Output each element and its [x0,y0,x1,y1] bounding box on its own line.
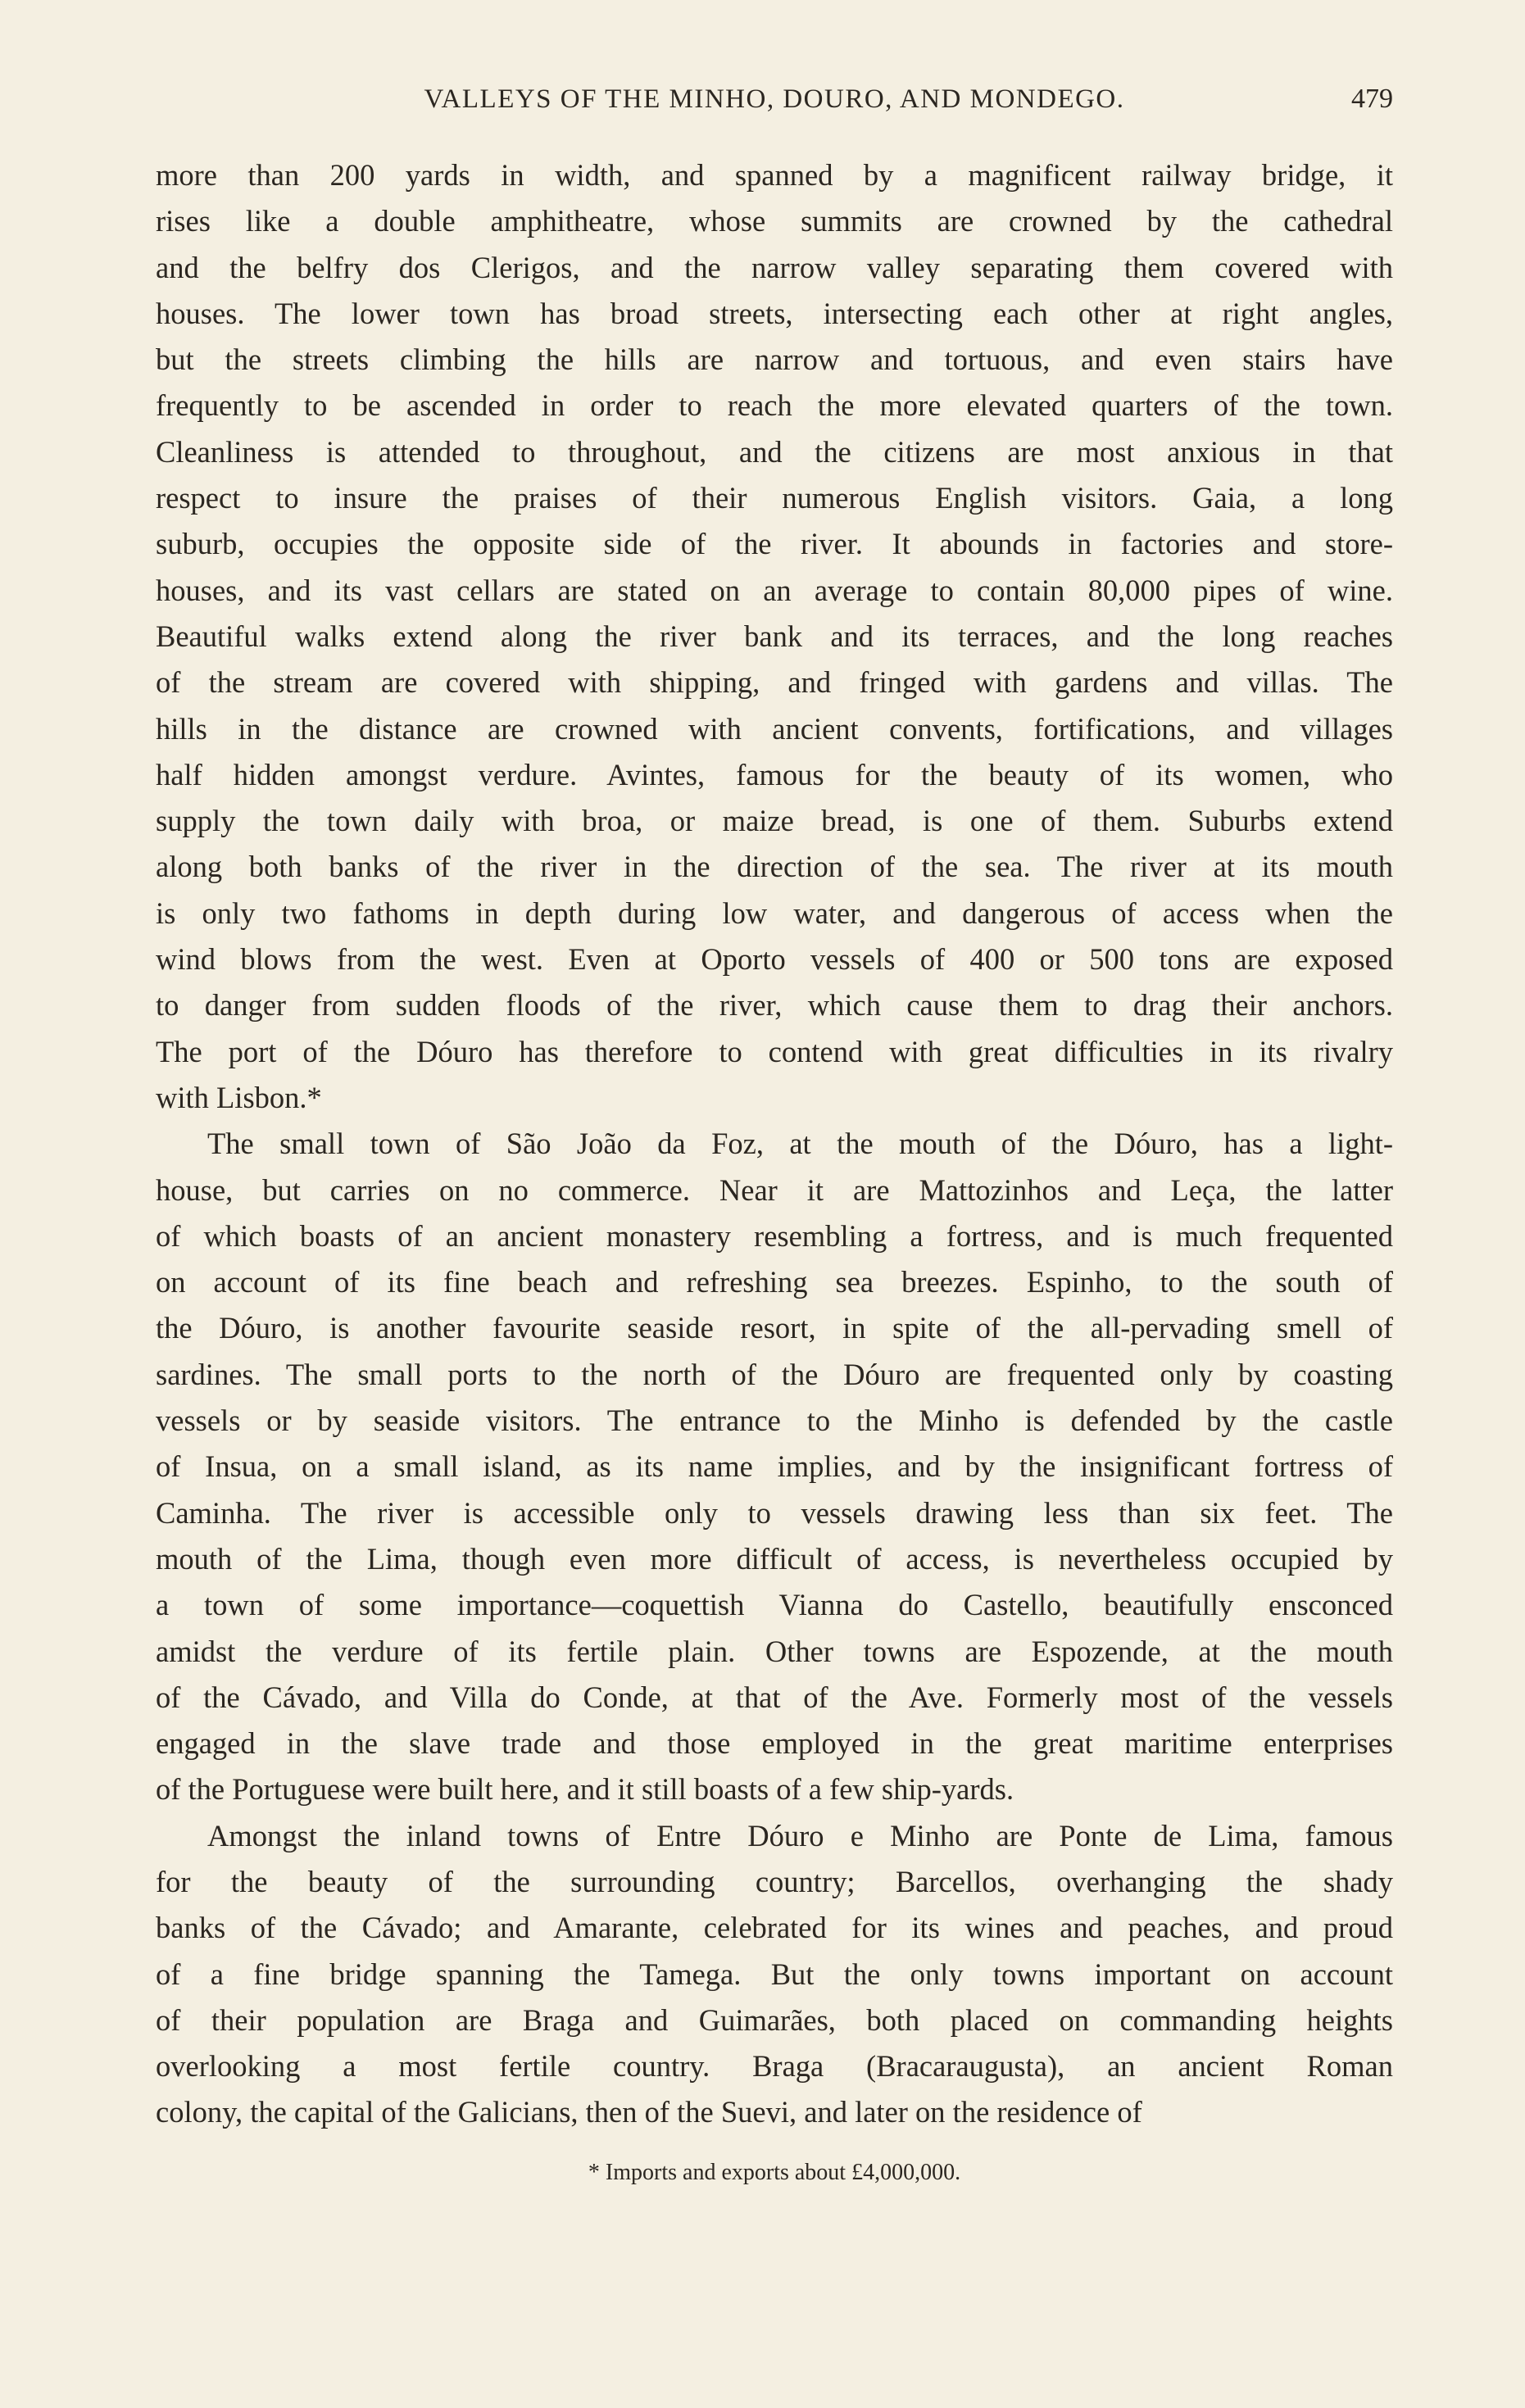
text-line: half hidden amongst verdure. Avintes, famous for the beauty of its women, who [156,757,1393,791]
text-line: is only two fathoms in depth during low water, and dangerous of access when the [156,896,1393,930]
text-line: houses. The lower town has broad streets, intersecting each other at right angles, [156,296,1393,330]
text-line: of their population are Braga and Guimarães, both placed on commanding heights [156,2002,1393,2037]
footnote: * Imports and exports about £4,000,000. [588,2160,961,2185]
page-number: 479 [1351,84,1393,114]
text-line: hills in the distance are crowned with ancient convents, fortifications, and villages [156,711,1393,746]
text-line: suburb, occupies the opposite side of the river. It abounds in factories and store- [156,527,1393,561]
text-line: colony, the capital of the Galicians, then of the Suevi, and later on the residence of [156,2095,1142,2129]
text-line: of the Portuguese were built here, and it still boasts of a few ship-yards. [156,1772,1014,1807]
running-title: VALLEYS OF THE MINHO, DOURO, AND MONDEGO. [424,84,1125,114]
paragraph [156,1121,1393,1812]
text-line: Cleanliness is attended to throughout, and the citizens are most anxious in that [156,434,1393,469]
text-line: on account of its fine beach and refreshing sea breezes. Espinho, to the south of [156,1265,1393,1299]
text-line: The port of the Dóuro has therefore to contend with great difficulties in its rivalry [156,1034,1393,1068]
text-line: for the beauty of the surrounding country; Barcellos, overhanging the shady [156,1864,1393,1898]
running-head [156,79,1393,120]
text-line: engaged in the slave trade and those employed in the great maritime enterprises [156,1726,1393,1761]
text-line: of a fine bridge spanning the Tamega. But the only towns important on account [156,1957,1393,1991]
text-line: with Lisbon.* [156,1080,322,1114]
text-line: vessels or by seaside visitors. The entrance to the Minho is defended by the castle [156,1404,1393,1438]
body-text [156,152,1393,2136]
text-line: of Insua, on a small island, as its name implies, and by the insignificant fortress of [156,1449,1393,1484]
text-line: house, but carries on no commerce. Near it are Mattozinhos and Leça, the latter [156,1172,1393,1207]
text-line: frequently to be ascended in order to reach the more elevated quarters of the town. [156,388,1393,423]
text-line: rises like a double amphitheatre, whose summits are crowned by the cathedral [156,204,1393,238]
text-line: but the streets climbing the hills are narrow and tortuous, and even stairs have [156,342,1393,377]
text-line: Caminha. The river is accessible only to vessels drawing less than six feet. The [156,1495,1393,1530]
text-line: The small town of São João da Foz, at the mouth of the Dóuro, has a light- [207,1127,1393,1161]
text-line: mouth of the Lima, though even more difficult of access, is nevertheless occupied by [156,1541,1393,1576]
text-line: houses, and its vast cellars are stated on an average to contain 80,000 pipes of wine. [156,573,1393,607]
text-line: more than 200 yards in width, and spanned by a magnificent railway bridge, it [156,158,1393,192]
text-line: supply the town daily with broa, or maize bread, is one of them. Suburbs extend [156,804,1393,838]
text-line: and the belfry dos Clerigos, and the narrow valley separating them covered with [156,250,1393,284]
text-line: amidst the verdure of its fertile plain. Other towns are Espozende, at the mouth [156,1634,1393,1668]
text-line: banks of the Cávado; and Amarante, celebrated for its wines and peaches, and proud [156,1911,1393,1945]
text-line: of which boasts of an ancient monastery resembling a fortress, and is much frequented [156,1218,1393,1253]
paragraph [156,152,1393,1121]
text-line: of the stream are covered with shipping, and fringed with gardens and villas. The [156,665,1393,700]
text-line: Amongst the inland towns of Entre Dóuro e Minho are Ponte de Lima, famous [207,1818,1393,1852]
text-line: of the Cávado, and Villa do Conde, at that of the Ave. Formerly most of the vessels [156,1680,1393,1714]
paragraph [156,1813,1393,2136]
text-line: the Dóuro, is another favourite seaside resort, in spite of the all-pervading smell of [156,1311,1393,1345]
text-line: along both banks of the river in the direction of the sea. The river at its mouth [156,850,1393,884]
text-line: sardines. The small ports to the north of the Dóuro are frequented only by coasting [156,1357,1393,1391]
text-line: to danger from sudden floods of the river, which cause them to drag their anchors. [156,988,1393,1023]
text-line: a town of some importance—coquettish Vianna do Castello, beautifully ensconced [156,1588,1393,1622]
text-line: overlooking a most fertile country. Braga (Bracaraugusta), an ancient Roman [156,2049,1393,2084]
text-line: wind blows from the west. Even at Oporto vessels of 400 or 500 tons are exposed [156,942,1393,977]
text-line: Beautiful walks extend along the river bank and its terraces, and the long reaches [156,619,1393,653]
text-line: respect to insure the praises of their numerous English visitors. Gaia, a long [156,481,1393,515]
